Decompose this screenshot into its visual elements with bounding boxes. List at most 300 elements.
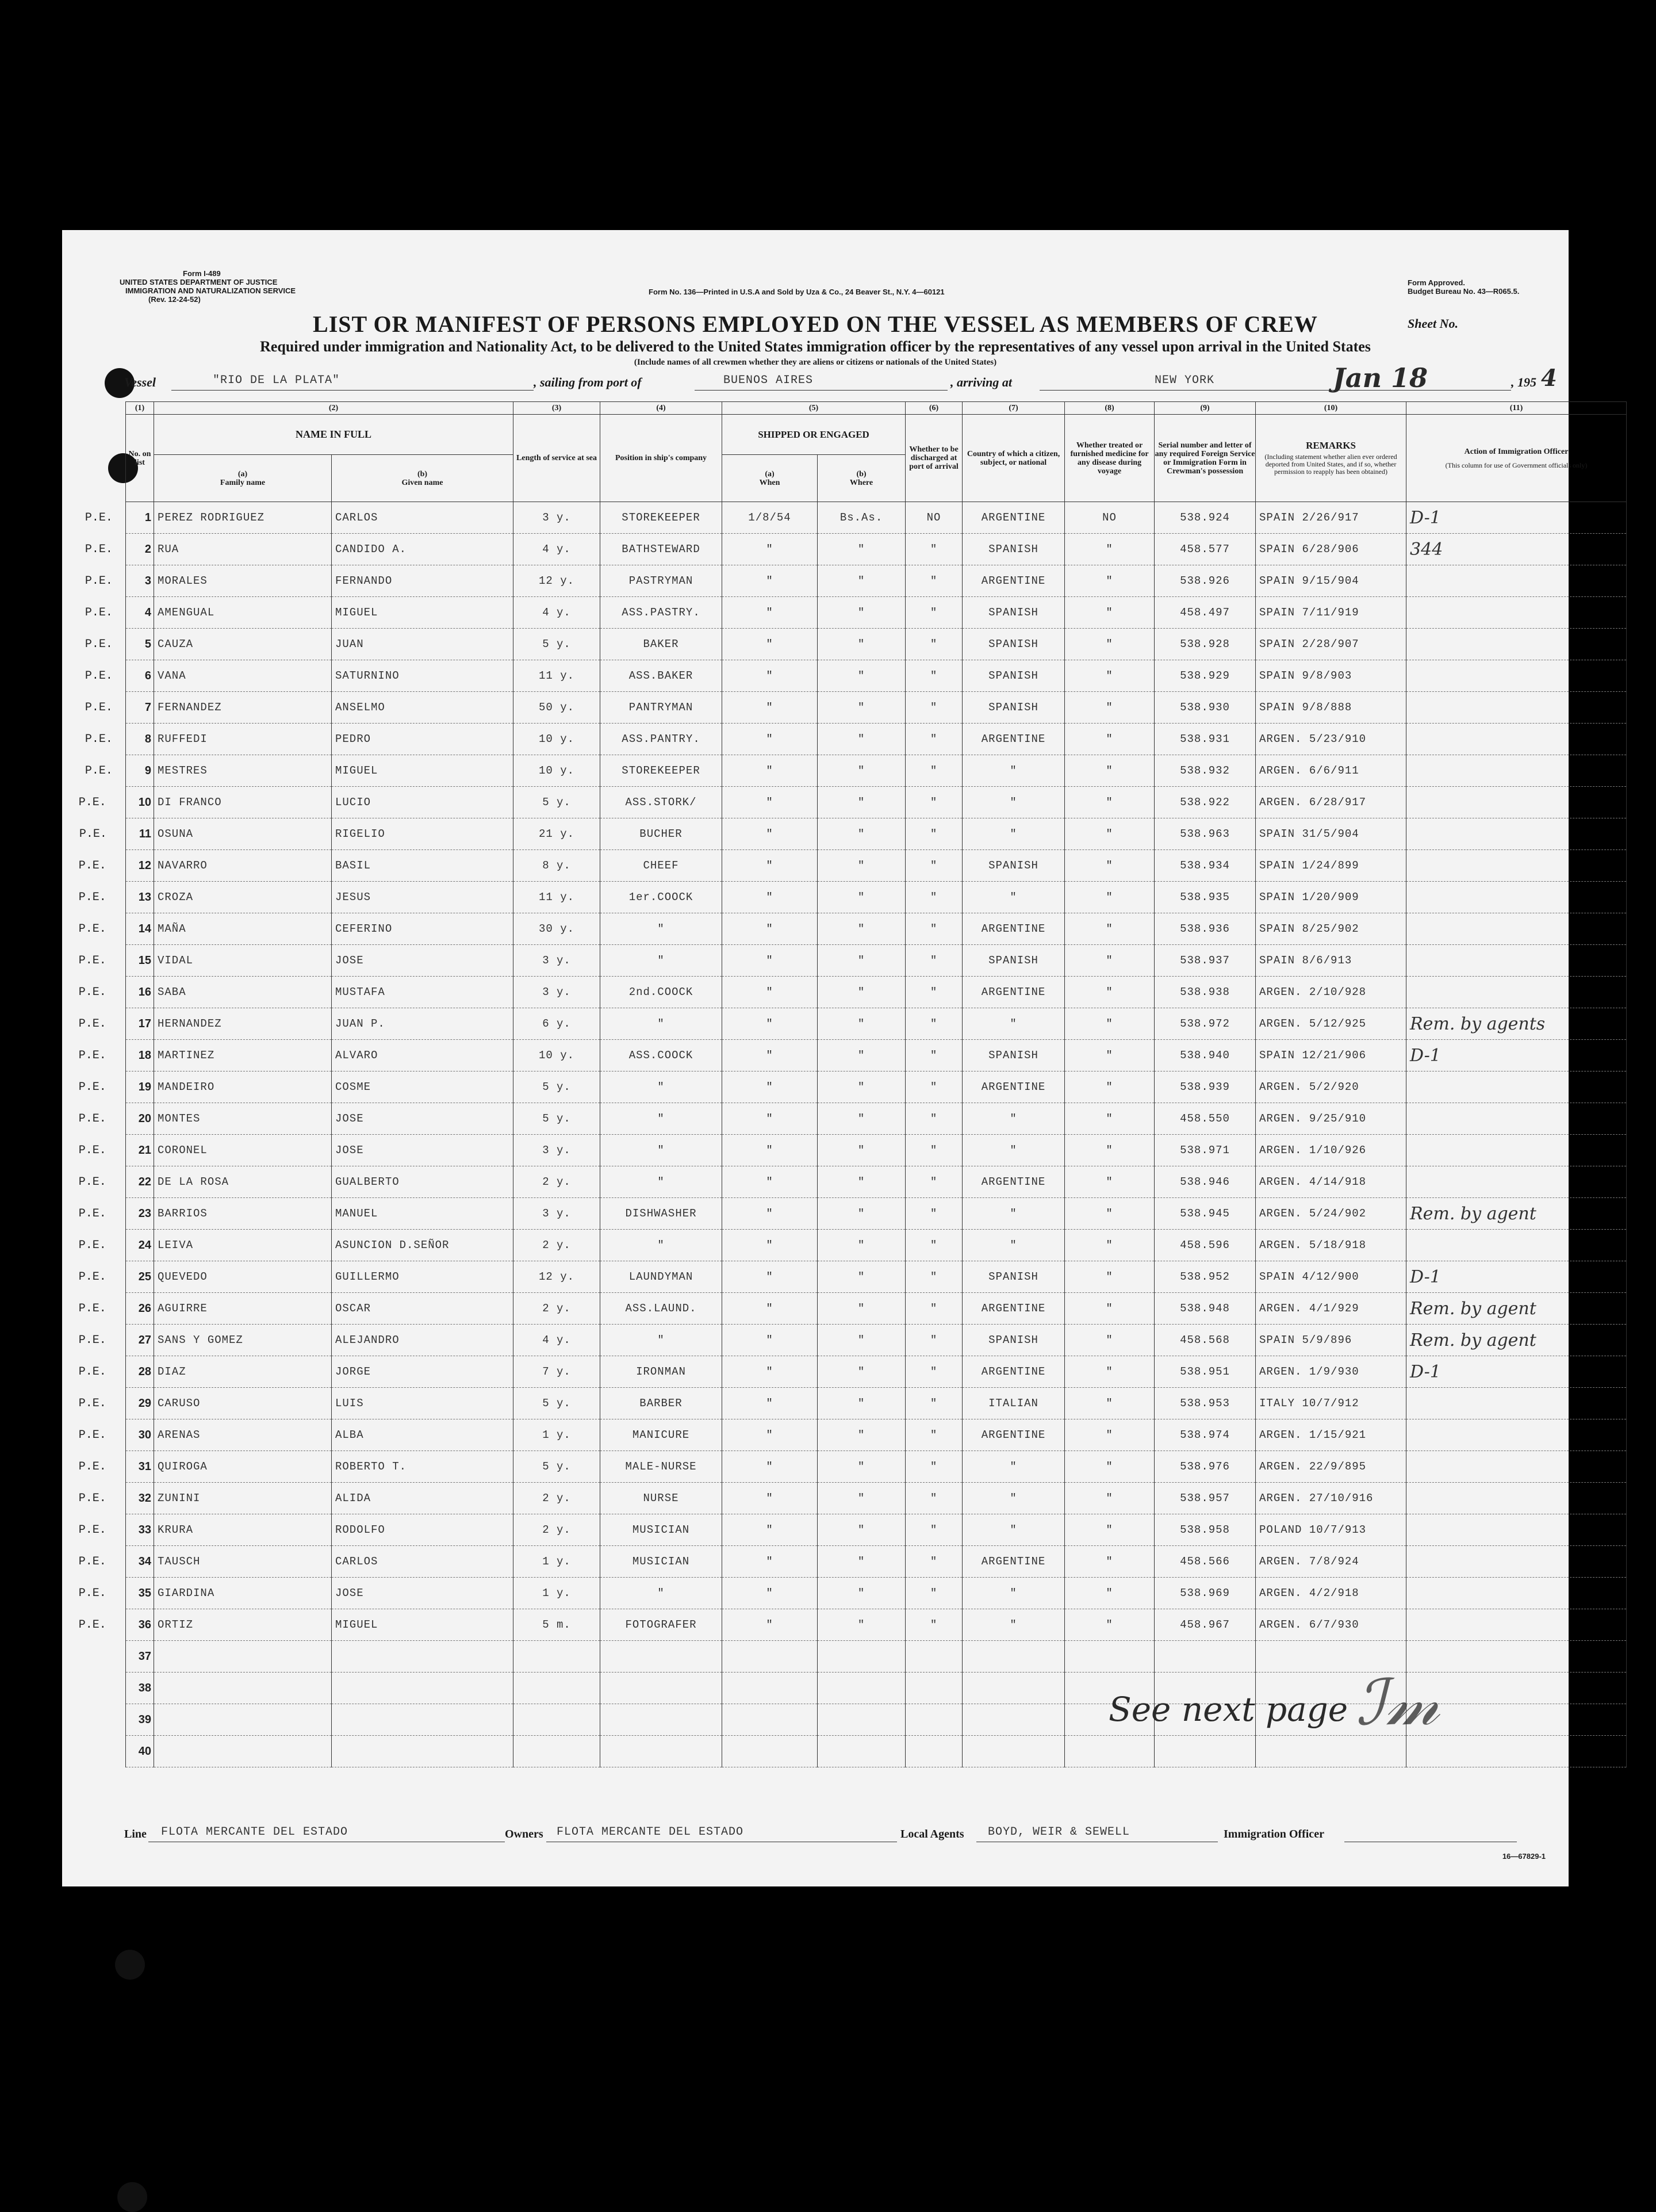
length-cell: 1 y. [513,1578,600,1609]
row-number-cell [85,755,154,787]
given-name-cell: ROBERTO T. [332,1451,513,1483]
family-name-cell: CARUSO [154,1388,332,1419]
discharge-cell: " [906,629,963,660]
serial-number-cell: 458.596 [1155,1230,1256,1261]
family-name-cell: KRURA [154,1514,332,1546]
row-prefix: P.E. [78,1396,106,1410]
serial-number-cell [1155,1736,1256,1767]
remarks-cell: SPAIN 2/28/907 [1256,629,1406,660]
given-name-cell: CEFERINO [332,913,513,945]
family-name-cell: MANDEIRO [154,1071,332,1103]
shipped-when-cell: " [722,724,818,755]
given-name-cell: BASIL [332,850,513,882]
medicine-cell [1065,1736,1155,1767]
country-cell: ARGENTINE [963,1356,1065,1388]
row-number-cell [78,1261,154,1293]
shipped-where-cell: " [818,850,906,882]
row-number-cell [78,1040,154,1071]
row-number: 26 [138,1302,151,1315]
given-name-cell: ASUNCION D.SEÑOR [332,1230,513,1261]
given-name-cell: LUIS [332,1388,513,1419]
row-number: 33 [138,1523,151,1536]
row-prefix: P.E. [85,574,113,588]
shipped-when-cell: " [722,913,818,945]
officer-signature: ℐ𝓂 [1356,1666,1440,1739]
position-cell: " [600,1578,722,1609]
position-cell: ASS.PASTRY. [600,597,722,629]
table-row [126,597,1627,629]
country-cell: ARGENTINE [963,1071,1065,1103]
length-cell: 3 y. [513,1198,600,1230]
row-number-cell [79,818,154,850]
given-name-cell: CARLOS [332,1546,513,1578]
serial-number-cell: 538.924 [1155,502,1256,534]
serial-number-cell: 538.963 [1155,818,1256,850]
shipped-where-cell: " [818,1040,906,1071]
manifest-subtitle: Required under immigration and Nationality Act, to be delivered to the United States immigration officer by the representatives of any vessel upon arrival in the United States [260,338,1371,355]
family-name-cell [154,1704,332,1736]
action-cell [1406,597,1627,629]
position-cell: BATHSTEWARD [600,534,722,565]
table-row [126,1356,1627,1388]
medicine-cell: " [1065,565,1155,597]
row-number-cell [78,1135,154,1166]
row-number-cell [78,945,154,977]
row-number: 31 [138,1460,151,1473]
row-number: 29 [138,1396,151,1410]
table-row [126,1198,1627,1230]
family-name-cell: CORONEL [154,1135,332,1166]
col-8-number: (8) [1065,402,1155,415]
medicine-cell: " [1065,629,1155,660]
country-cell: " [963,1198,1065,1230]
country-cell: ARGENTINE [963,724,1065,755]
serial-number-cell: 458.577 [1155,534,1256,565]
position-cell: MALE-NURSE [600,1451,722,1483]
length-cell: 3 y. [513,945,600,977]
row-prefix: P.E. [78,1460,106,1474]
serial-number-cell [1155,1641,1256,1673]
given-name-cell [332,1736,513,1767]
shipped-where-cell [818,1673,906,1704]
discharge-cell: " [906,1135,963,1166]
remarks-cell: ARGEN. 6/28/917 [1256,787,1406,818]
given-name-cell: MIGUEL [332,597,513,629]
given-name-cell: ALEJANDRO [332,1325,513,1356]
shipped-when-cell: " [722,692,818,724]
row-prefix: P.E. [78,795,106,809]
given-name-cell: ALIDA [332,1483,513,1514]
given-name-cell: JUAN P. [332,1008,513,1040]
shipped-where-cell: " [818,1198,906,1230]
length-cell: 12 y. [513,565,600,597]
medicine-cell [1065,1641,1155,1673]
action-cell: Rem. by agent [1406,1325,1627,1356]
row-prefix: P.E. [85,764,113,778]
row-number: 22 [138,1175,151,1188]
discharge-cell: " [906,597,963,629]
family-name-cell: NAVARRO [154,850,332,882]
given-name-cell: MUSTAFA [332,977,513,1008]
medicine-cell: " [1065,1578,1155,1609]
medicine-cell: " [1065,1198,1155,1230]
remarks-cell: SPAIN 1/24/899 [1256,850,1406,882]
owners-name: FLOTA MERCANTE DEL ESTADO [557,1826,744,1839]
country-cell: " [963,1483,1065,1514]
position-cell: ASS.STORK/ [600,787,722,818]
col-10-number: (10) [1256,402,1406,415]
family-name-cell [154,1673,332,1704]
given-name-cell: GUALBERTO [332,1166,513,1198]
table-row [126,1388,1627,1419]
shipped-when-cell [722,1736,818,1767]
col-1-number: (1) [126,402,154,415]
serial-number-cell: 458.566 [1155,1546,1256,1578]
action-cell [1406,692,1627,724]
form-number: Form I-489 [183,269,221,278]
shipped-when-cell: " [722,977,818,1008]
serial-number-cell: 538.972 [1155,1008,1256,1040]
serial-number-cell: 538.939 [1155,1071,1256,1103]
medicine-cell: " [1065,1103,1155,1135]
length-cell: 3 y. [513,1135,600,1166]
position-cell: PANTRYMAN [600,692,722,724]
remarks-cell: ARGEN. 1/15/921 [1256,1419,1406,1451]
col-2-number: (2) [154,402,513,415]
given-name-cell: RODOLFO [332,1514,513,1546]
family-name-cell: RUA [154,534,332,565]
action-cell [1406,1071,1627,1103]
position-cell: " [600,1325,722,1356]
serial-number-cell: 538.940 [1155,1040,1256,1071]
shipped-where-cell: " [818,913,906,945]
family-name-cell: ORTIZ [154,1609,332,1641]
length-cell: 3 y. [513,977,600,1008]
medicine-cell: " [1065,1135,1155,1166]
immigration-officer-label: Immigration Officer [1224,1828,1324,1840]
action-title: Action of Immigration Officer [1464,447,1569,456]
position-cell: 1er.COOCK [600,882,722,913]
row-number: 30 [138,1428,151,1441]
shipped-where-cell [818,1736,906,1767]
shipped-when-cell: " [722,597,818,629]
length-cell [513,1704,600,1736]
length-cell: 11 y. [513,882,600,913]
row-number-cell [85,724,154,755]
remarks-cell: ARGEN. 4/14/918 [1256,1166,1406,1198]
table-row [126,629,1627,660]
row-number-cell [78,1198,154,1230]
family-name-cell: DI FRANCO [154,787,332,818]
row-number-cell [85,597,154,629]
table-header [126,402,1627,502]
length-cell: 1 y. [513,1419,600,1451]
position-cell: PASTRYMAN [600,565,722,597]
country-cell: SPANISH [963,850,1065,882]
col-4-number: (4) [600,402,722,415]
shipped-when-cell: " [722,882,818,913]
service: IMMIGRATION AND NATURALIZATION SERVICE [125,286,296,295]
punch-hole [117,2182,147,2212]
country-cell: ARGENTINE [963,977,1065,1008]
table-row [126,913,1627,945]
serial-number-cell: 538.976 [1155,1451,1256,1483]
position-cell: BARBER [600,1388,722,1419]
row-number-cell [78,1419,154,1451]
serial-number-cell: 458.550 [1155,1103,1256,1135]
length-cell: 5 y. [513,1103,600,1135]
medicine-cell: " [1065,755,1155,787]
action-cell [1406,882,1627,913]
country-cell: SPANISH [963,692,1065,724]
action-cell [1406,945,1627,977]
family-name-cell: RUFFEDI [154,724,332,755]
serial-number-cell: 538.937 [1155,945,1256,977]
shipped-where-cell: " [818,755,906,787]
family-name-cell: HERNANDEZ [154,1008,332,1040]
col-11-number: (11) [1406,402,1627,415]
shipped-when-cell: " [722,1609,818,1641]
shipped-where-cell: " [818,882,906,913]
action-cell [1406,977,1627,1008]
serial-number-cell: 538.946 [1155,1166,1256,1198]
position-cell: ASS.LAUND. [600,1293,722,1325]
medicine-cell: " [1065,1514,1155,1546]
length-cell: 30 y. [513,913,600,945]
length-cell: 10 y. [513,724,600,755]
row-prefix: P.E. [78,922,106,936]
remarks-cell: ARGEN. 6/6/911 [1256,755,1406,787]
shipped-when-cell: " [722,660,818,692]
discharge-cell: " [906,1293,963,1325]
serial-number-cell: 538.922 [1155,787,1256,818]
table-row [126,755,1627,787]
shipped-when-cell: " [722,1293,818,1325]
shipped-when-cell: " [722,1071,818,1103]
col-3-number: (3) [513,402,600,415]
discharge-cell: " [906,1103,963,1135]
printer-note: Form No. 136—Printed in U.S.A and Sold by Uza & Co., 24 Beaver St., N.Y. 4—60121 [649,288,945,296]
row-number-cell [78,1514,154,1546]
discharge-cell: " [906,534,963,565]
serial-number-cell: 538.951 [1155,1356,1256,1388]
row-prefix: P.E. [85,701,113,714]
action-cell [1406,1103,1627,1135]
serial-number-cell: 538.934 [1155,850,1256,882]
discharge-cell: " [906,1008,963,1040]
row-number-cell [78,1451,154,1483]
length-cell: 10 y. [513,1040,600,1071]
position-cell: MUSICIAN [600,1514,722,1546]
position-cell: " [600,1230,722,1261]
table-row [126,1166,1627,1198]
row-prefix: P.E. [85,542,113,556]
row-prefix: P.E. [78,1238,106,1252]
given-name-cell: JOSE [332,1578,513,1609]
row-prefix: P.E. [78,954,106,967]
length-cell: 2 y. [513,1483,600,1514]
given-name-cell: ANSELMO [332,692,513,724]
position-cell: 2nd.COOCK [600,977,722,1008]
row-number-cell [78,1166,154,1198]
family-name-cell: FERNANDEZ [154,692,332,724]
department: UNITED STATES DEPARTMENT OF JUSTICE [120,278,278,286]
shipped-where-cell: " [818,1103,906,1135]
family-name-cell: CAUZA [154,629,332,660]
owners-label: Owners [505,1828,543,1840]
family-name-cell: LEIVA [154,1230,332,1261]
discharge-cell: " [906,1609,963,1641]
form-id-block [120,269,296,304]
medicine-cell: " [1065,1008,1155,1040]
action-cell [1406,660,1627,692]
row-number-cell [78,1230,154,1261]
row-number-cell [78,977,154,1008]
serial-number-cell: 538.969 [1155,1578,1256,1609]
medicine-cell: " [1065,818,1155,850]
row-number-cell [78,1071,154,1103]
shipped-where-cell: Bs.As. [818,502,906,534]
remarks-cell: ARGEN. 5/2/920 [1256,1071,1406,1103]
medicine-cell: " [1065,724,1155,755]
position-cell: LAUNDYMAN [600,1261,722,1293]
discharge-cell: " [906,755,963,787]
row-prefix: P.E. [78,1207,106,1220]
medicine-cell: " [1065,977,1155,1008]
discharge-cell: " [906,977,963,1008]
action-cell [1406,850,1627,882]
given-name-cell: MIGUEL [332,1609,513,1641]
row-number: 12 [138,859,151,872]
table-row [126,1546,1627,1578]
row-number: 35 [138,1586,151,1599]
discharge-cell: " [906,1040,963,1071]
row-number: 3 [144,574,151,587]
country-cell [963,1641,1065,1673]
remarks-cell: SPAIN 5/9/896 [1256,1325,1406,1356]
table-row [126,818,1627,850]
action-cell [1406,1578,1627,1609]
table-row [126,945,1627,977]
length-cell: 21 y. [513,818,600,850]
length-cell: 8 y. [513,850,600,882]
remarks-cell: ARGEN. 5/24/902 [1256,1198,1406,1230]
shipped-when-cell: " [722,1230,818,1261]
shipped-when-cell: " [722,1546,818,1578]
action-cell [1406,787,1627,818]
remarks-title: REMARKS [1306,439,1356,451]
country-cell [963,1704,1065,1736]
action-cell: 344 [1406,534,1627,565]
row-prefix: P.E. [85,511,113,525]
given-name-cell: RIGELIO [332,818,513,850]
serial-number-cell: 538.926 [1155,565,1256,597]
country-cell: SPANISH [963,1040,1065,1071]
row-number-cell [126,1704,154,1736]
remarks-cell: SPAIN 31/5/904 [1256,818,1406,850]
row-number: 11 [139,827,151,840]
shipped-when-cell: " [722,755,818,787]
col-name-in-full: NAME IN FULL [154,415,513,455]
shipped-when-cell: " [722,629,818,660]
discharge-cell: " [906,1198,963,1230]
action-cell [1406,755,1627,787]
manifest-footer [62,1824,1569,1847]
shipped-where-cell: " [818,565,906,597]
sheet-no-label: Sheet No. [1408,316,1458,331]
length-cell: 5 y. [513,629,600,660]
row-number: 13 [138,890,151,904]
table-row [126,787,1627,818]
remarks-cell: ARGEN. 4/1/929 [1256,1293,1406,1325]
given-name-cell: ALBA [332,1419,513,1451]
medicine-cell: " [1065,692,1155,724]
row-prefix: P.E. [78,1333,106,1347]
country-cell: " [963,1103,1065,1135]
country-cell: " [963,787,1065,818]
action-cell [1406,1135,1627,1166]
remarks-cell: SPAIN 1/20/909 [1256,882,1406,913]
manifest-title: LIST OR MANIFEST OF PERSONS EMPLOYED ON THE VESSEL AS MEMBERS OF CREW [313,311,1318,337]
length-cell: 6 y. [513,1008,600,1040]
table-row [126,1325,1627,1356]
table-row [126,1040,1627,1071]
position-cell: " [600,1166,722,1198]
position-cell: MUSICIAN [600,1546,722,1578]
position-cell: STOREKEEPER [600,755,722,787]
shipped-where-cell: " [818,1388,906,1419]
serial-number-cell: 538.971 [1155,1135,1256,1166]
given-name-cell: CARLOS [332,502,513,534]
vessel-name: "RIO DE LA PLATA" [213,374,340,387]
length-cell: 4 y. [513,1325,600,1356]
sailing-label: , sailing from port of [534,375,642,389]
given-name-cell: JOSE [332,945,513,977]
shipped-when-cell: " [722,850,818,882]
action-cell: Rem. by agent [1406,1293,1627,1325]
family-name-cell: DIAZ [154,1356,332,1388]
length-cell: 50 y. [513,692,600,724]
row-number: 5 [144,637,151,650]
row-number: 15 [138,954,151,967]
serial-number-cell: 538.928 [1155,629,1256,660]
discharge-cell: " [906,1230,963,1261]
country-cell: ARGENTINE [963,1419,1065,1451]
col-7-number: (7) [963,402,1065,415]
row-number-cell [85,502,154,534]
approval-block [1408,278,1519,296]
col-country: Country of which a citizen, subject, or national [963,415,1065,502]
shipped-where-cell [818,1704,906,1736]
country-cell: SPANISH [963,945,1065,977]
position-cell: " [600,913,722,945]
row-number-cell [85,534,154,565]
given-name-cell: JOSE [332,1135,513,1166]
row-number: 16 [138,985,151,998]
medicine-cell: " [1065,945,1155,977]
medicine-cell: " [1065,1325,1155,1356]
discharge-cell: " [906,850,963,882]
action-cell [1406,818,1627,850]
table-row [126,1293,1627,1325]
length-cell: 4 y. [513,597,600,629]
country-cell: " [963,818,1065,850]
given-name-cell: MIGUEL [332,755,513,787]
manifest-subtitle-note: (Include names of all crewmen whether they are aliens or citizens or nationals of the United States) [634,358,997,367]
shipped-when-cell: " [722,1103,818,1135]
row-number-cell [78,1609,154,1641]
year-label: , 195 [1511,375,1536,389]
